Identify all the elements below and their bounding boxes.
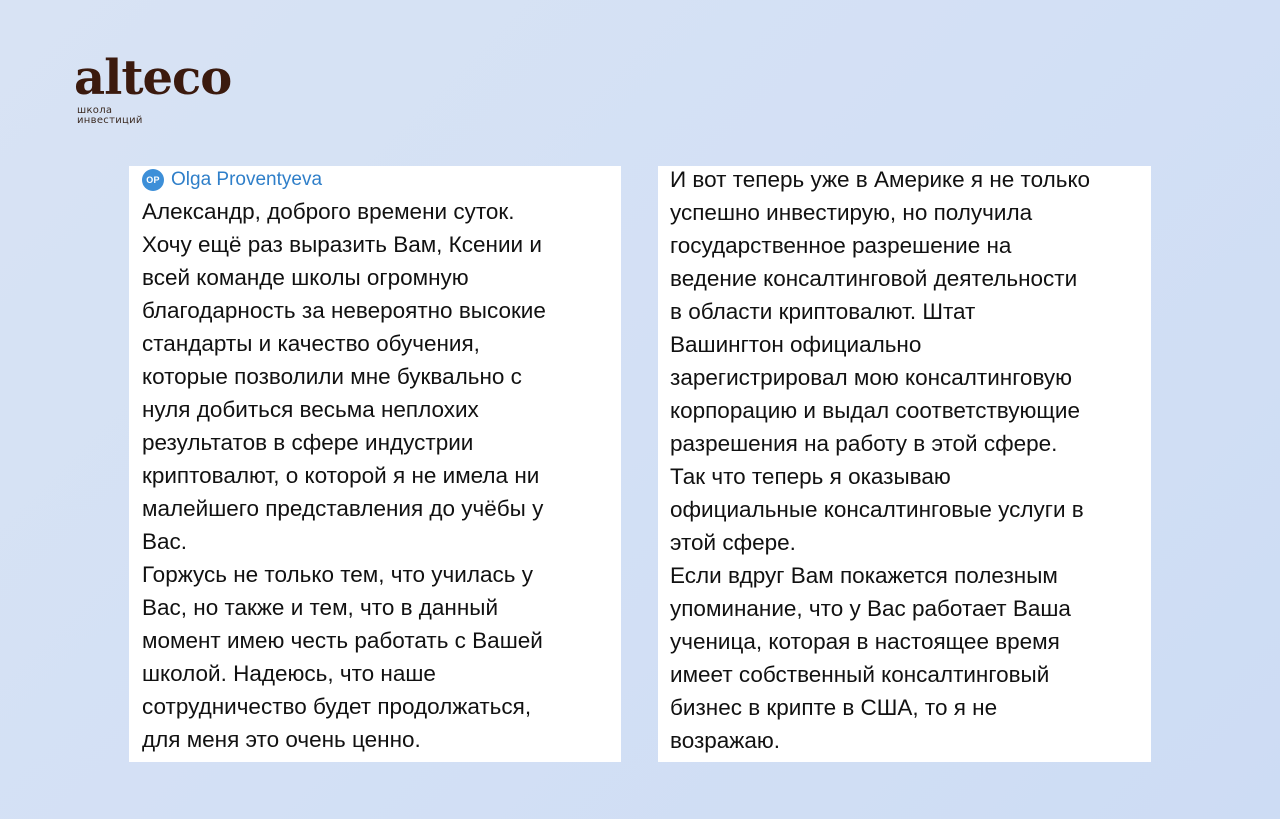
logo-subtitle-line-1: школа: [77, 105, 113, 116]
author-avatar: OP: [142, 169, 164, 191]
alteco-logo: [74, 50, 274, 126]
message-text-continued: И вот теперь уже в Америке я не только успешно инвестирую, но получила государственное разрешение на ведение консалтинговой деятельности в области криптовалют. Штат Вашингтон официально зарегистрировал мою консалтинговую корпорацию и выдал соответствующие разрешения на работу в этой сфере. Так что теперь я оказываю официальные консалтинговые услуги в этой сфере. Если вдруг Вам покажется полезным упоминание, что у Вас работает Ваша ученица, которая в настоящее время имеет собственный консалтинговый бизнес в крипте в США, то я не возражаю.: [670, 167, 1091, 753]
testimonial-card-left: [129, 166, 621, 762]
message-text: Александр, доброго времени суток. Хочу ещё раз выразить Вам, Ксении и всей команде школы огромную благодарность за невероятно высокие стандарты и качество обучения, которые позволили мне буквально с нуля добиться весьма неплохих результатов в сфере индустрии криптовалют, о которой я не имела ни малейшего представления до учёбы у Вас. Горжусь не только тем, что училась у Вас, но также и тем, что в данный момент имею честь работать с Вашей школой. Надеюсь, что наше сотрудничество будет продолжаться, для меня это очень ценно.: [142, 199, 546, 752]
author-name[interactable]: Olga Proventyeva: [171, 169, 323, 190]
logo-subtitle-line-2: инвестиций: [77, 115, 143, 126]
testimonial-card-right: [658, 166, 1151, 762]
author-row: [142, 167, 621, 193]
logo-wordmark: alteco: [74, 50, 232, 106]
